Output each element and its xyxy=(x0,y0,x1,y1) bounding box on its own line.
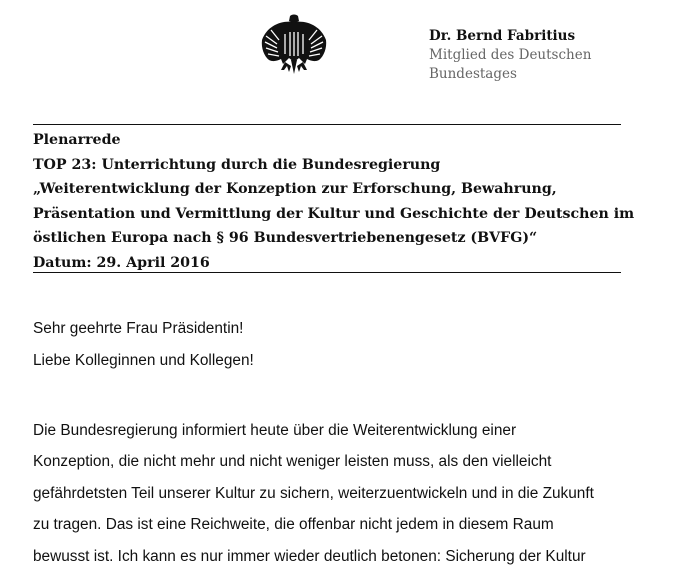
speech-title-line: „Weiterentwicklung der Konzeption zur Erforschung, Bewahrung, xyxy=(33,181,557,198)
speech-paragraph xyxy=(33,415,673,572)
speech-date: Datum: 29. April 2016 xyxy=(33,254,210,271)
speech-header xyxy=(33,128,633,276)
speech-title-line: östlichen Europa nach § 96 Bundesvertriebenengesetz (BVFG)“ xyxy=(33,230,538,247)
paragraph-line: bewusst ist. Ich kann es nur immer wieder deutlich betonen: Sicherung der Kultur xyxy=(33,547,586,565)
paragraph-line: gefährdetsten Teil unserer Kultur zu sichern, weiterzuentwickeln und in die Zukunft xyxy=(33,484,594,502)
speech-title-line: Präsentation und Vermittlung der Kultur und Geschichte der Deutschen im xyxy=(33,205,635,222)
speech-type: Plenarrede xyxy=(33,132,121,148)
author-name: Dr. Bernd Fabritius xyxy=(429,28,576,44)
federal-eagle-icon xyxy=(259,14,329,76)
header-top-rule xyxy=(33,124,621,125)
paragraph-line: zu tragen. Das ist eine Reichweite, die offenbar nicht jedem in diesem Raum xyxy=(33,516,554,534)
paragraph-line: Konzeption, die nicht mehr und nicht weniger leisten muss, als den vielleicht xyxy=(33,453,552,471)
agenda-topic: TOP 23: Unterrichtung durch die Bundesregierung xyxy=(33,156,441,173)
author-role: Mitglied des Deutschen Bundestages xyxy=(429,47,592,82)
paragraph-line: Die Bundesregierung informiert heute über die Weiterentwicklung einer xyxy=(33,422,517,439)
salutation-line: Sehr geehrte Frau Präsidentin! xyxy=(33,320,244,337)
salutation-line: Liebe Kolleginnen und Kollegen! xyxy=(33,352,254,369)
author-block xyxy=(429,27,682,84)
header-bottom-rule xyxy=(33,272,621,273)
